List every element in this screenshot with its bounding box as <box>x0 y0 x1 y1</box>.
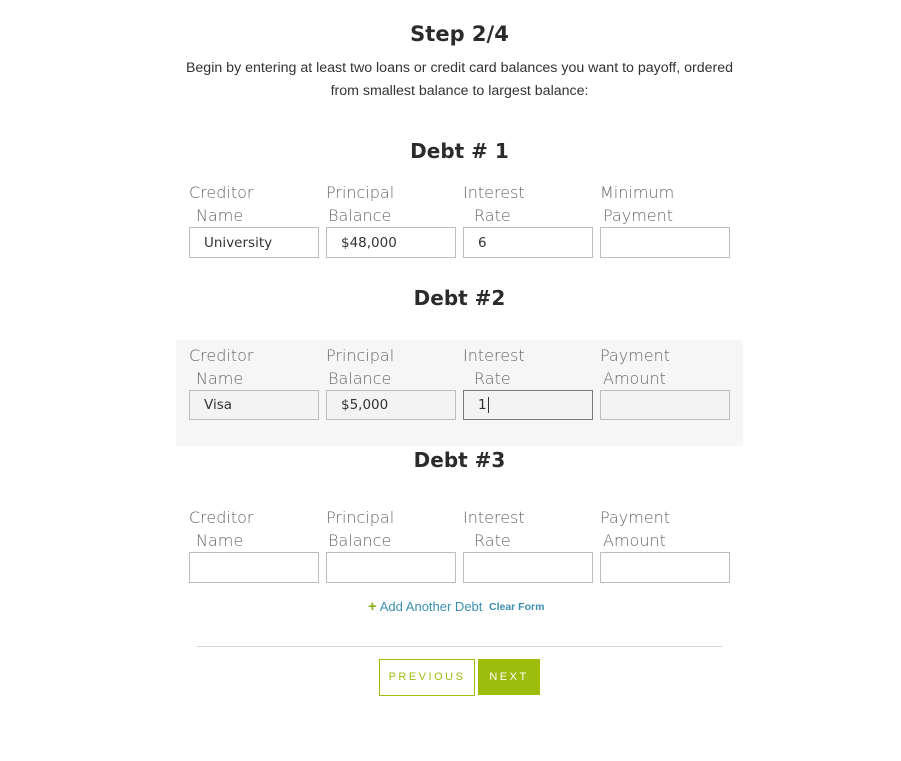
debt-1-creditor-label: Creditor Name <box>189 183 254 225</box>
debt-3-principal-input[interactable] <box>326 552 456 583</box>
debt-2-interest-label: Interest Rate <box>463 346 525 388</box>
debt-3-principal-label: Principal Balance <box>326 508 395 550</box>
debt-2-payment-label: Payment Amount <box>600 346 671 388</box>
step-instructions <box>179 57 740 103</box>
debt-3-payment-input[interactable] <box>600 552 730 583</box>
debt-2-payment-input[interactable] <box>600 390 730 420</box>
debt-3-interest-input[interactable] <box>463 552 593 583</box>
debt-2-title: Debt #2 <box>413 286 506 310</box>
instructions-line-1: Begin by entering at least two loans or credit card balances you want to payoff, ordered <box>185 60 734 76</box>
add-another-debt-link[interactable] <box>368 598 482 615</box>
debt-1-payment-label: Minimum Payment <box>600 183 675 225</box>
debt-3-creditor-input[interactable] <box>189 552 319 583</box>
debt-2-principal-label: Principal Balance <box>326 346 395 388</box>
next-button[interactable]: NEXT <box>478 659 540 695</box>
debt-1-interest-label: Interest Rate <box>463 183 525 225</box>
debt-3-interest-label: Interest Rate <box>463 508 525 550</box>
clear-form-link[interactable]: Clear Form <box>489 601 545 613</box>
debt-3-payment-label: Payment Amount <box>600 508 671 550</box>
debt-3-creditor-label: Creditor Name <box>189 508 254 550</box>
debt-2-interest-input[interactable] <box>463 390 593 420</box>
debt-2-principal-input[interactable] <box>326 390 456 420</box>
debt-2-interest-value: 1 <box>478 397 487 413</box>
divider <box>197 646 722 647</box>
debt-1-interest-input[interactable] <box>463 227 593 258</box>
instructions-line-2: from smallest balance to largest balance: <box>330 83 589 99</box>
previous-button[interactable]: PREVIOUS <box>379 659 475 696</box>
debt-1-title: Debt # 1 <box>410 139 509 163</box>
debt-1-principal-input[interactable] <box>326 227 456 258</box>
debt-1-principal-label: Principal Balance <box>326 183 395 225</box>
plus-icon: + <box>368 598 377 615</box>
debt-1-payment-input[interactable] <box>600 227 730 258</box>
debt-1-creditor-input[interactable] <box>189 227 319 258</box>
add-another-debt-label: Add Another Debt <box>379 599 483 614</box>
step-title: Step 2/4 <box>410 22 509 46</box>
debt-3-title: Debt #3 <box>413 448 506 472</box>
debt-2-creditor-label: Creditor Name <box>189 346 254 388</box>
text-cursor <box>488 397 489 413</box>
debt-2-creditor-input[interactable] <box>189 390 319 420</box>
